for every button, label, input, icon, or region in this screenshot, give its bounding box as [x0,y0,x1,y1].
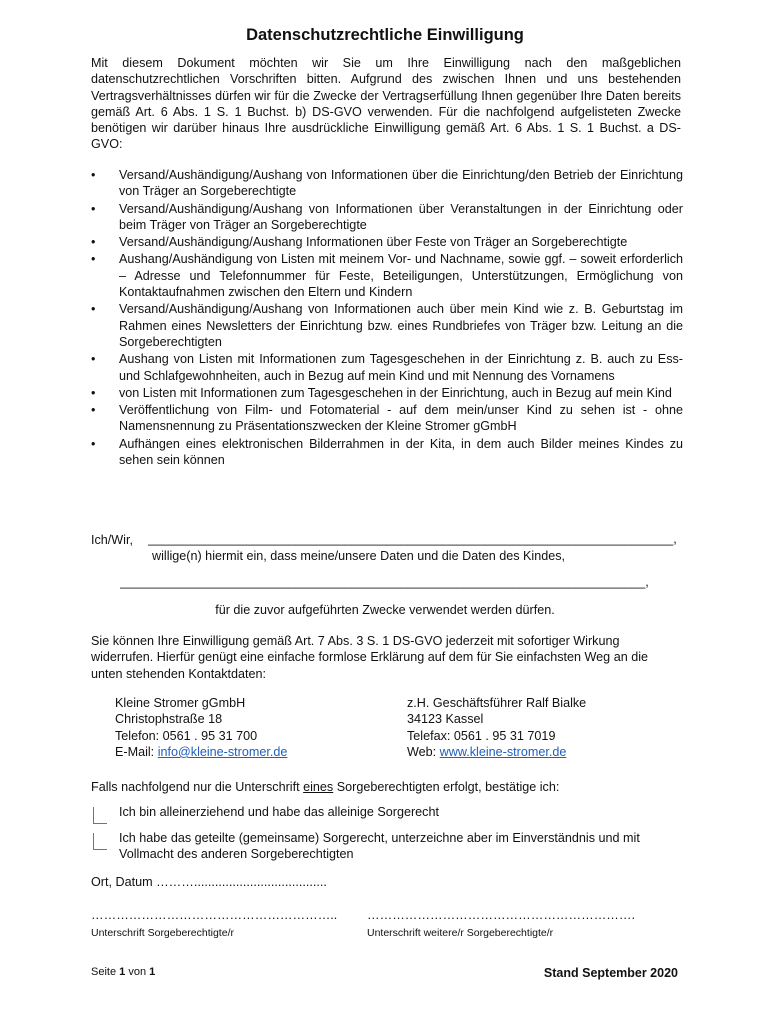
bullet-icon: • [91,403,96,418]
list-item [91,385,683,401]
page-von: von [128,966,147,978]
ich-wir-label: Ich/Wir, [91,533,133,547]
revoke-paragraph: Sie können Ihre Einwilligung gemäß Art. 7 Abs. 3 S. 1 DS-GVO jederzeit mit sofortiger Wirkung widerrufen. Hierfür genügt eine einfache formlose Erklärung auf dem für Sie einfachsten Weg an die unten stehenden Kontaktdaten: [91,634,649,681]
purpose-consent-text: für die zuvor aufgeführten Zwecke verwendet werden dürfen. [215,603,555,617]
bullet-icon: • [91,252,96,267]
option-label-shared-custody: Ich habe das geteilte (gemeinsame) Sorgerecht, unterzeichne aber im Einverständnis und mit Vollmacht des anderen Sorgeberechtigten [119,831,640,862]
email-line [115,744,287,760]
list-item-text: Versand/Aushändigung/Aushang von Informationen über Veranstaltungen in der Einrichtung oder beim Träger von Träger an Sorgeberechtigte [119,201,683,232]
list-item-text: Versand/Aushändigung/Aushang Informationen über Feste von Träger an Sorgeberechtigte [119,235,628,250]
list-item-text: Veröffentlichung von Film- und Fotomaterial - auf dem mein/unser Kind zu sehen ist - ohne Namensnennung zu Präsentationszwecken der Kleine Stromer gGmbH [119,403,683,434]
web-label: Web: [407,744,437,759]
email-link[interactable]: info@kleine-stromer.de [157,744,288,759]
confirm-before: Falls nachfolgend nur die Unterschrift [91,780,300,794]
intro-paragraph: Mit diesem Dokument möchten wir Sie um Ihre Einwilligung nach den maßgeblichen datenschutzrechtlichen Vorschriften bitten. Aufgrund des zwischen Ihnen und uns bestehenden Vertragsverhältnisses dürfen wir für die Zwecke der Vertragserfüllung Ihnen gegenüber Ihre Daten bereits gemäß Art. 6 Abs. 1 S. 1 Buchst. b) DS-GVO verwenden. Für die nachfolgend aufgelisteten Zwecke benötigen wir darüber hinaus Ihre ausdrückliche Einwilligung gemäß Art. 6 Abs. 1 S. 1 Buchst. a DS-GVO: [91,56,681,152]
list-item [91,201,683,234]
list-item-text: Aushang/Aushändigung von Listen mit meinem Vor- und Nachname, sowie ggf. – soweit erforderlich – Adresse und Telefonnummer für Feste, Beteiligungen, Unterstützungen, Ermöglichung von Kontaktaufnahmen zwischen den Eltern und Kindern [119,252,683,300]
document-version: Stand September 2020 [543,966,678,980]
confirm-after: Sorgeberechtigten erfolgt, bestätige ich: [336,780,560,794]
purpose-list [91,167,683,469]
list-item-text: von Listen mit Informationen zum Tagesgeschehen in der Einrichtung, auch in Bezug auf mein Kind [119,385,672,400]
list-item [91,351,683,384]
confirm-emphasis: eines [303,780,334,794]
list-item-text: Aufhängen eines elektronischen Bilderrahmen in der Kita, in dem auch Bilder meines Kindes zu sehen sein können [119,436,683,468]
list-item [91,436,683,469]
document-title: Datenschutzrechtliche Einwilligung [246,26,524,44]
bullet-icon: • [91,302,96,317]
option-checkbox-shared-custody[interactable] [93,833,107,850]
page-number [91,966,155,978]
contact-left [115,695,287,760]
bullet-icon: • [91,352,96,367]
list-item [91,167,683,200]
company-name: Kleine Stromer gGmbH [115,696,246,710]
list-item-text: Versand/Aushändigung/Aushang von Informationen über die Einrichtung/den Betrieb der Einrichtung von Träger an Sorgeberechtigte [119,168,683,199]
page-total: 1 [149,966,156,978]
signature-label-secondary: Unterschrift weitere/r Sorgeberechtigte/r [367,927,554,939]
signature-label-primary: Unterschrift Sorgeberechtigte/r [91,927,234,939]
name-blank-line[interactable]: ___________________________________________________________________________, [148,532,677,546]
street-address: Christophstraße 18 [115,712,223,727]
signature-line-primary[interactable]: ………………………………………………….. [91,908,338,922]
bullet-icon: • [91,385,96,400]
list-item [91,251,683,300]
place-date-field[interactable]: Ort, Datum ………...................................... [91,875,327,889]
web-link[interactable]: www.kleine-stromer.de [439,744,567,759]
signature-line-secondary[interactable]: ………………………………………………………. [367,908,635,922]
bullet-icon: • [91,235,96,250]
web-line [407,744,586,760]
option-label-sole-custody: Ich bin alleinerziehend und habe das alleinige Sorgerecht [119,805,439,819]
contact-right [407,695,586,760]
bullet-icon: • [91,436,96,451]
email-label: E-Mail: [115,744,155,759]
fax-number: Telefax: 0561 . 95 31 7019 [407,728,556,743]
bullet-icon: • [91,201,96,216]
page-current: 1 [119,966,126,978]
option-checkbox-sole-custody[interactable] [93,807,107,824]
list-item-text: Versand/Aushändigung/Aushang von Informationen auch über mein Kind wie z. B. Geburtstag im Rahmen eines Newsletters der Einrichtung bzw. eines Rundbriefes von Träger bzw. Leitung an die Sorgeberechtigten [119,302,683,349]
list-item [91,234,683,250]
page-seite: Seite [91,966,117,978]
child-blank-line[interactable]: ___________________________________________________________________________, [120,575,649,589]
phone-number: Telefon: 0561 . 95 31 700 [115,728,258,743]
list-item-text: Aushang von Listen mit Informationen zum Tagesgeschehen in der Einrichtung z. B. auch zu Ess- und Schlafgewohnheiten, auch in Bezug auf mein Kind und mit Nennung des Vornamens [119,352,683,383]
list-item [91,402,683,435]
list-item [91,301,683,350]
bullet-icon: • [91,168,96,182]
confirm-text [91,779,559,795]
consent-text: willige(n) hiermit ein, dass meine/unsere Daten und die Daten des Kindes, [152,549,566,563]
city-line: 34123 Kassel [407,712,484,727]
attention-line: z.H. Geschäftsführer Ralf Bialke [407,696,587,710]
